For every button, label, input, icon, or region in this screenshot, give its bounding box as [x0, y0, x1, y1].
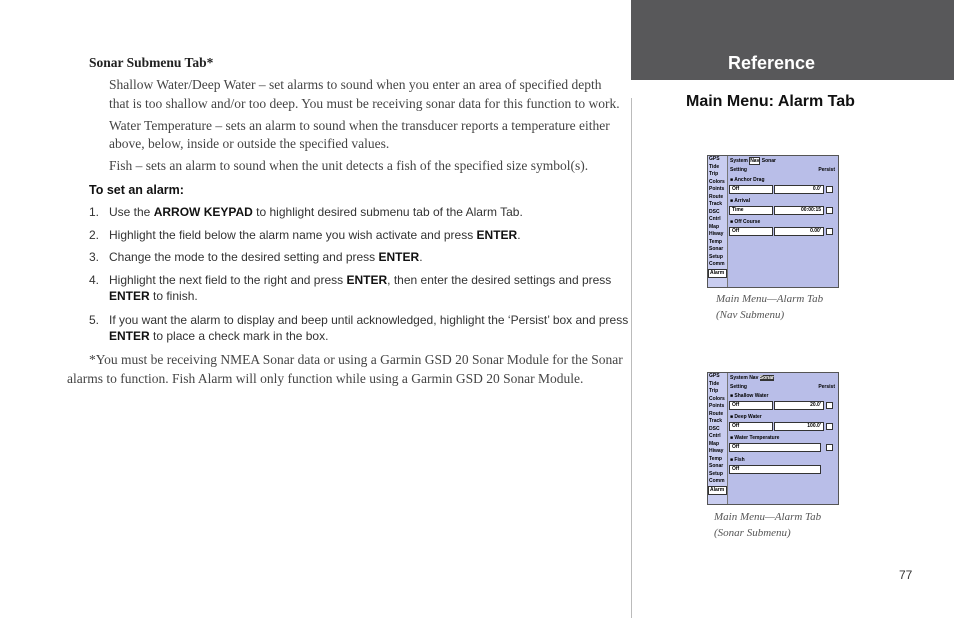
step-2: Highlight the field below the alarm name you wish activate and press ENTER. [109, 228, 521, 242]
alarm-name: ■ Deep Water [730, 414, 762, 420]
step-4-line-1: Highlight the next field to the right and press ENTER, then enter the desired settings and press [109, 273, 612, 287]
step-number: 3. [89, 250, 100, 264]
figure-caption: (Nav Submenu) [716, 309, 785, 321]
value-field: 0.00′ [774, 227, 824, 236]
alarm-sonar-screenshot [707, 372, 839, 505]
alarm-name: ■ Arrival [730, 198, 751, 204]
alarm-name: ■ Anchor Drag [730, 177, 765, 183]
figure-caption: (Sonar Submenu) [714, 527, 791, 539]
mode-field: Off [729, 465, 821, 474]
step-4-line-2: ENTER to finish. [109, 289, 198, 303]
fish-line: Fish – sets an alarm to sound when the unit detects a fish of the specified size symbol(s). [109, 158, 589, 173]
set-alarm-heading: To set an alarm: [89, 183, 184, 197]
value-field: 0.0′ [774, 185, 824, 194]
mode-field: Off [729, 443, 821, 452]
step-5-line-2: ENTER to place a check mark in the box. [109, 329, 329, 343]
alarm-name: ■ Off Course [730, 219, 761, 225]
page-number: 77 [899, 568, 913, 582]
mode-field: Off [729, 185, 773, 194]
sonar-submenu-heading: Sonar Submenu Tab* [89, 55, 214, 70]
mode-field: Off [729, 227, 773, 236]
column-headers: Setting Persist [730, 384, 835, 390]
value-field: 00:00:15 [774, 206, 824, 215]
mode-field: Off [729, 401, 773, 410]
persist-checkbox [826, 228, 833, 235]
shallow-deep-line-1: Shallow Water/Deep Water – set alarms to sound when you enter an area of specified depth [109, 77, 602, 92]
water-temp-line-2: above, below, inside or outside the specified values. [109, 136, 390, 151]
persist-checkbox [826, 423, 833, 430]
mode-field: Off [729, 422, 773, 431]
figure-caption: Main Menu—Alarm Tab [716, 293, 824, 305]
tab-sidebar: GPS Tide Trip Colors Points Route Track DSC Cntrl Map Hiway Temp Sonar Setup Comm Alarm [708, 156, 728, 287]
alarm-name: ■ Water Temperature [730, 435, 780, 441]
alarm-nav-screenshot [707, 155, 839, 288]
column-headers: Setting Persist [730, 167, 835, 173]
page-title: Main Menu: Alarm Tab [686, 93, 855, 110]
column-divider [631, 98, 632, 618]
section-label: Reference [728, 53, 816, 73]
footnote-line-1: *You must be receiving NMEA Sonar data or using a Garmin GSD 20 Sonar Module for the Sonar [89, 352, 623, 367]
submenu-tabs: System Nav Sonar [730, 158, 776, 164]
step-number: 5. [89, 313, 100, 327]
step-3: Change the mode to the desired setting and press ENTER. [109, 250, 423, 264]
persist-checkbox [826, 444, 833, 451]
persist-checkbox [826, 207, 833, 214]
water-temp-line-1: Water Temperature – sets an alarm to sound when the transducer reports a temperature either [109, 118, 610, 133]
value-field: 20.0′ [774, 401, 824, 410]
value-field: 100.0′ [774, 422, 824, 431]
shallow-deep-line-2: that is too shallow and/or too deep. You must be receiving sonar data for this function to work. [109, 96, 620, 111]
persist-checkbox [826, 402, 833, 409]
mode-field: Time [729, 206, 773, 215]
footnote-line-2: alarms to function. Fish Alarm will only function while using a Garmin GSD 20 Sonar Module. [67, 371, 584, 386]
step-number: 4. [89, 273, 100, 287]
step-5-line-1: If you want the alarm to display and beep until acknowledged, highlight the ‘Persist’ box and press [109, 313, 629, 327]
step-number: 2. [89, 228, 100, 242]
alarm-name: ■ Shallow Water [730, 393, 769, 399]
tab-sidebar: GPS Tide Trip Colors Points Route Track DSC Cntrl Map Hiway Temp Sonar Setup Comm Alarm [708, 373, 728, 504]
figure-caption: Main Menu—Alarm Tab [714, 511, 822, 523]
step-1: Use the ARROW KEYPAD to highlight desired submenu tab of the Alarm Tab. [109, 205, 523, 219]
submenu-tabs: System Nav Sonar [730, 375, 774, 381]
alarm-name: ■ Fish [730, 457, 745, 463]
persist-checkbox [826, 186, 833, 193]
step-number: 1. [89, 205, 100, 219]
